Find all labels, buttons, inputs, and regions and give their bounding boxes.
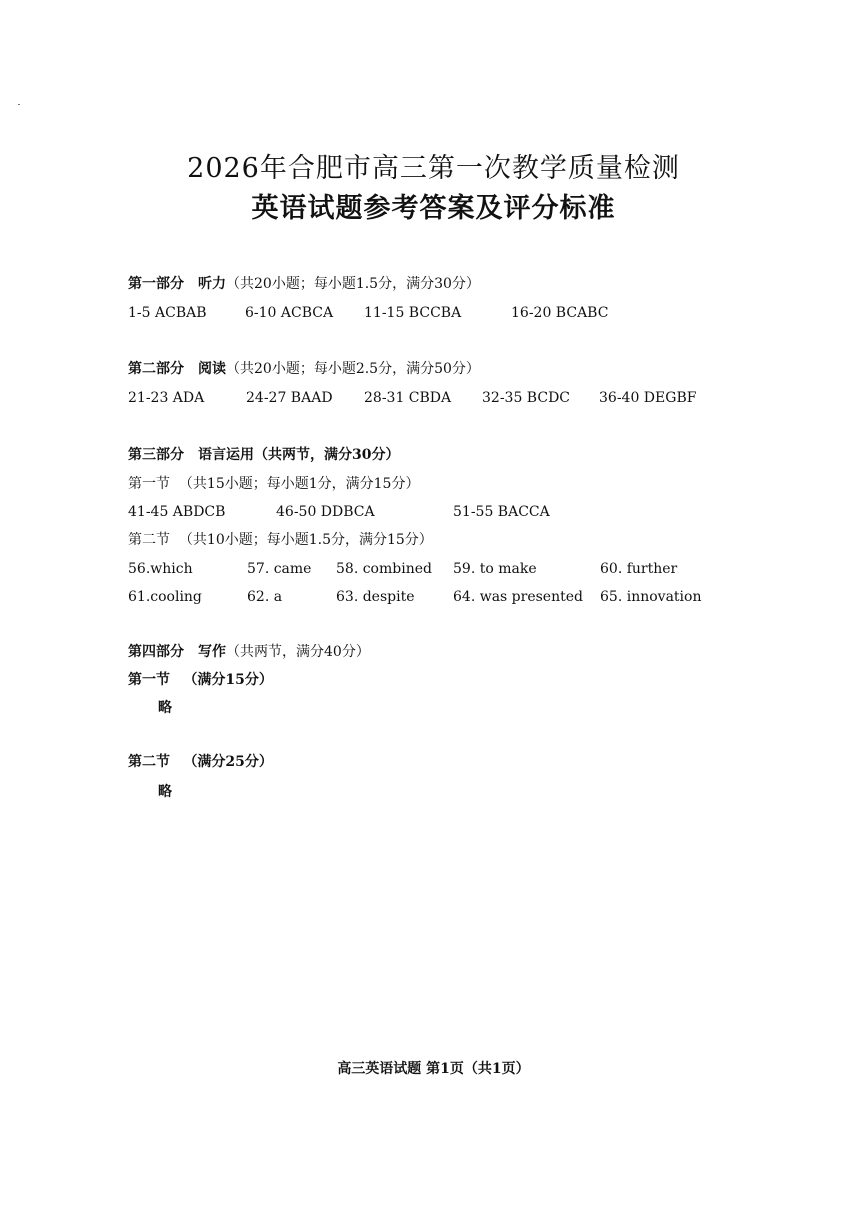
answer-group: 21-23 ADA [128,390,205,406]
section-label: 第二节 [128,532,170,548]
section-label: 第二节 [128,754,170,770]
section-content-omitted: 略 [158,700,172,716]
part3-heading: 第三部分 语言运用 [128,447,254,463]
part2-heading: 第二部分 阅读 [128,361,226,377]
answer-group: 6-10 ACBCA [245,305,334,321]
part4-note: （共两节，满分40分） [226,644,370,660]
part3-section1-header [128,475,419,493]
part4-section2-header [128,753,273,771]
answer-group: 46-50 DDBCA [276,504,375,520]
part1-heading: 第一部分 听力 [128,276,226,292]
section-note: （共15小题；每小题1分，满分15分） [178,476,420,492]
answer-group: 32-35 BCDC [482,390,571,406]
part1-note: （共20小题；每小题1.5分，满分30分） [226,276,480,292]
fill-answer: 64. was presented [453,589,583,605]
part4-header [128,643,370,661]
part2-note: （共20小题；每小题2.5分，满分50分） [226,361,480,377]
part4-heading: 第四部分 写作 [128,644,226,660]
part3-header [128,446,399,464]
answer-key-title: 英语试题参考答案及评分标准 [251,193,616,224]
page-footer: 高三英语试题 第1页（共1页） [337,1061,530,1077]
fill-answer: 62. a [247,589,283,605]
exam-title: 2026年合肥市高三第一次教学质量检测 [187,153,680,184]
section-note: （满分25分） [183,754,273,770]
fill-answer: 59. to make [453,561,537,577]
part3-note: （共两节，满分30分） [254,447,400,463]
part2-header [128,360,480,378]
answer-group: 28-31 CBDA [364,390,452,406]
fill-answer: 61.cooling [128,589,202,605]
answer-group: 36-40 DEGBF [599,390,697,406]
section-label: 第一节 [128,476,170,492]
fill-answer: 65. innovation [600,589,702,605]
fill-answer: 58. combined [336,561,432,577]
fill-answer: 56.which [128,561,193,577]
answer-group: 11-15 BCCBA [364,305,462,321]
fill-answer: 57. came [247,561,312,577]
part4-section1-header [128,671,273,689]
part1-header [128,275,480,293]
part3-section2-header [128,531,433,549]
fill-answer: 63. despite [336,589,415,605]
fill-answer: 60. further [600,561,678,577]
section-note: （共10小题；每小题1.5分，满分15分） [178,532,433,548]
answer-group: 41-45 ABDCB [128,504,226,520]
answer-group: 51-55 BACCA [453,504,550,520]
answer-group: 16-20 BCABC [511,305,609,321]
answer-group: 1-5 ACBAB [128,305,207,321]
section-content-omitted: 略 [158,784,172,800]
section-note: （满分15分） [183,672,273,688]
scan-speck [18,104,20,105]
answer-group: 24-27 BAAD [246,390,333,406]
section-label: 第一节 [128,672,170,688]
